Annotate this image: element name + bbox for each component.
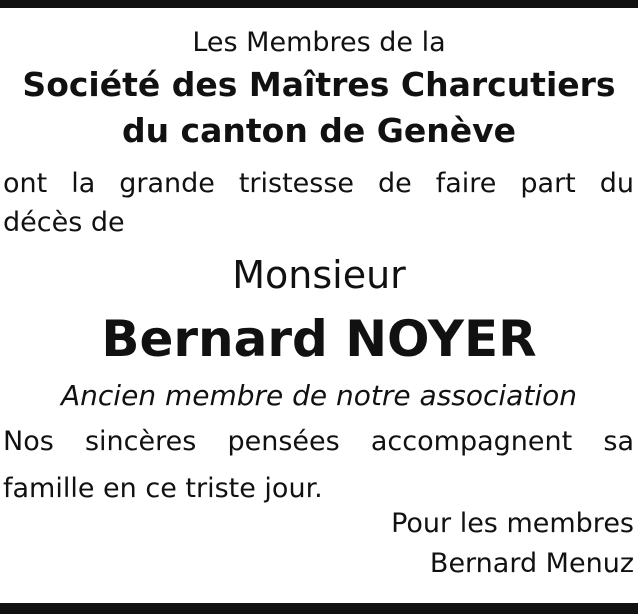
announcement-line2: décès de bbox=[3, 207, 125, 238]
organization-name-line2: du canton de Genève bbox=[121, 111, 517, 150]
signature-line: Pour les membres bbox=[391, 508, 634, 539]
condolence-line1: Nos sincères pensées accompagnent sa bbox=[3, 426, 634, 457]
honorific: Monsieur bbox=[232, 253, 406, 297]
intro-text: Les Membres de la bbox=[192, 27, 446, 58]
organization-name-line1: Société des Maîtres Charcutiers bbox=[22, 65, 616, 104]
announcement-line1: ont la grande tristesse de faire part du bbox=[3, 168, 634, 199]
top-border-rule bbox=[0, 0, 638, 8]
signature-name: Bernard Menuz bbox=[429, 548, 634, 579]
deceased-role: Ancien membre de notre association bbox=[61, 379, 577, 412]
deceased-name: Bernard NOYER bbox=[101, 310, 537, 368]
condolence-line2: famille en ce triste jour. bbox=[3, 473, 323, 504]
bottom-border-rule bbox=[0, 603, 638, 614]
